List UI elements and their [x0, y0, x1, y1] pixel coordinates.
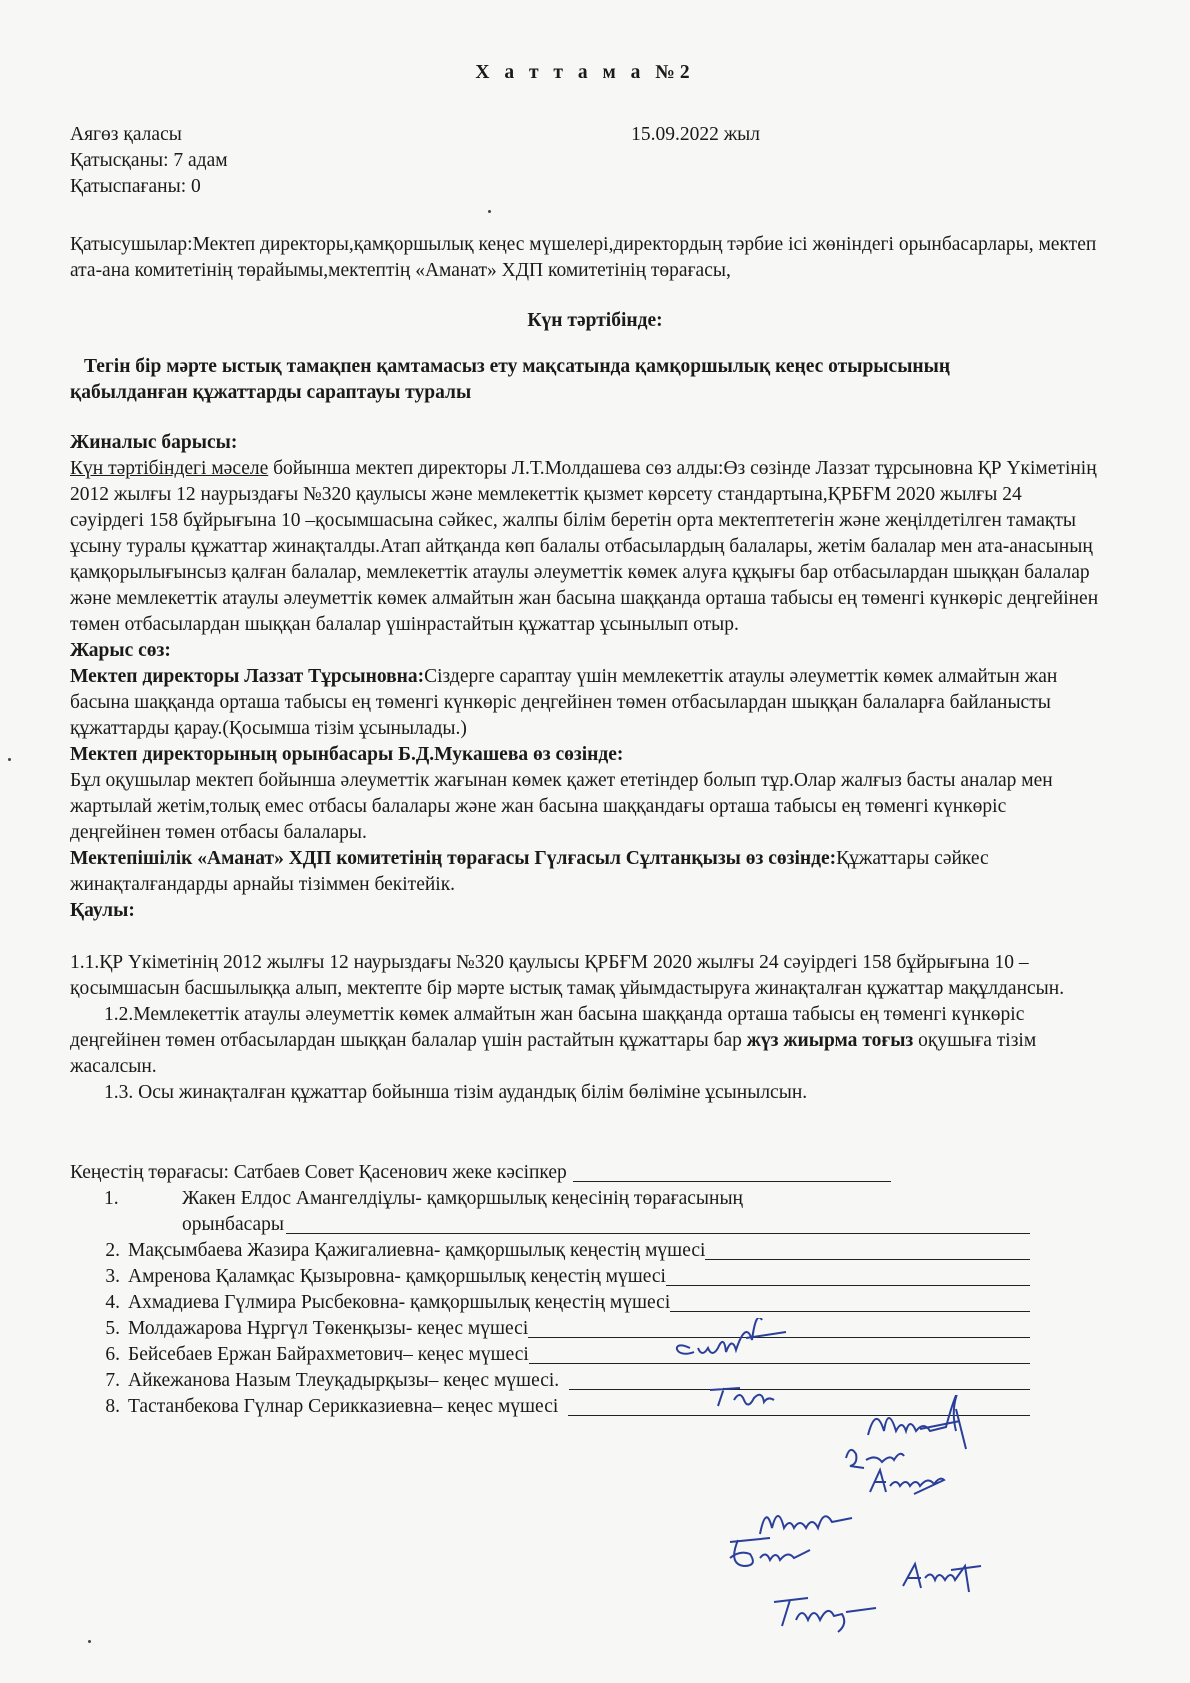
speck	[8, 758, 11, 761]
agenda-heading: Күн тәртібінде:	[527, 310, 663, 331]
chair-label: Кеңестің төрағасы: Сатбаев Совет Қасенович жеке кәсіпкер	[70, 1162, 567, 1183]
member-4	[70, 1290, 1030, 1316]
agenda-text: Тегін бір мәрте ыстық тамақпен қамтамасыз ету мақсатында қамқоршылық кеңес отырысының қабылданған құжаттарды сараптауы туралы	[70, 356, 951, 403]
chair-signature-scribble	[660, 1318, 800, 1366]
member-3	[70, 1264, 1030, 1290]
signature-line	[705, 1239, 1030, 1260]
member-2-name: Мақсымбаева Жазира Қажигалиевна- қамқоршылық кеңестің мүшесі	[128, 1240, 706, 1261]
speaker-1-name: Мектеп директоры Лаззат Тұрсыновна:	[70, 666, 425, 687]
resolution-item-2-b: оқушыға тізім жасалсын.	[70, 1030, 1037, 1077]
member-1-number: 1.	[104, 1188, 119, 1209]
member-4-name: Ахмадиева Гүлмира Рысбековна- қамқоршылық кеңестің мүшесі	[128, 1292, 671, 1313]
member-7-name: Айкежанова Назым Тлеуқадырқызы– кеңес мүшесі.	[128, 1370, 560, 1391]
present-count: Қатысқаны: 7 адам	[70, 150, 228, 171]
date-label: 15.09.2022 жыл	[631, 124, 760, 145]
member-6-number: 6.	[105, 1344, 120, 1365]
signature-line	[670, 1291, 1030, 1312]
member-5	[70, 1316, 1030, 1342]
speaker-3-name: Мектепішілік «Аманат» ХДП комитетінің төрағасы Гүлғасыл Сұлтанқызы өз сөзінде:	[70, 848, 837, 869]
member-1	[70, 1186, 1030, 1238]
proceedings-paragraph	[70, 456, 1100, 638]
speaker-1-text: Сіздерге сараптау үшін мемлекеттік атаулы әлеуметтік көмек алмайтын жан басына шаққанда орташа табысы ең төменгі күнкөріс деңгейінен төмен отбасылардан шыққан балаларға байланысты құжаттарды қарау.(Қосымша тізім ұсынылады.)	[70, 666, 1058, 739]
resolution-item-1: 1.1.ҚР Үкіметінің 2012 жылғы 12 наурыздағы №320 қаулысы ҚРБҒМ 2020 жылғы 24 сәуірдегі 158 бұйрығына 10 –қосымшасын басшылыққа алып, мектепте бір мәрте ыстық тамақ ұйымдастыруға жинақталған құжаттар мақұлдансын.	[70, 952, 1065, 999]
signature-line	[286, 1213, 1030, 1234]
member-1-name: Жакен Елдос Амангелдіұлы- қамқоршылық кеңесінің төрағасының	[182, 1188, 743, 1209]
speck	[488, 210, 491, 213]
member-8-signature-scribble	[760, 1590, 880, 1634]
resolution-item-2-a: 1.2.Мемлекеттік атаулы әлеуметтік көмек алмайтын жан басына шаққанда орташа табысы ең төменгі күнкөріс деңгейінен төмен отбасылардан шыққан балалар үшін растайтын құжаттары бар	[70, 1004, 1025, 1051]
member-2	[70, 1238, 1030, 1264]
speck	[88, 1640, 91, 1643]
member-8-name: Тастанбекова Гүлнар Серикказиевна– кеңес мүшесі	[128, 1396, 559, 1417]
speaker-1	[70, 664, 1100, 742]
member-7-number: 7.	[105, 1370, 120, 1391]
member-4-signature-scribble	[860, 1462, 970, 1500]
resolution-item-2-bold: жүз жиырма тоғыз	[746, 1030, 914, 1051]
member-7	[70, 1368, 1030, 1394]
member-5-number: 5.	[105, 1318, 120, 1339]
member-3-number: 3.	[105, 1266, 120, 1287]
member-3-name: Амренова Қаламқас Қызыровна- қамқоршылық кеңестің мүшесі	[128, 1266, 666, 1287]
member-6	[70, 1342, 1030, 1368]
signature-line	[666, 1265, 1030, 1286]
member-7-signature-scribble	[895, 1556, 995, 1594]
speaker-3-text: Құжаттары сәйкес жинақталғандарды арнайы тізіммен бекітейік.	[70, 848, 989, 895]
resolution-item-3: 1.3. Осы жинақталған құжаттар бойынша тізім аудандық білім бөліміне ұсынылсын.	[104, 1082, 808, 1103]
debate-heading: Жарыс сөз:	[70, 640, 171, 661]
member-1-signature-scribble	[700, 1380, 800, 1410]
chair-signature-row	[70, 1160, 1030, 1186]
member-5-name: Молдажарова Нұргүл Төкенқызы- кеңес мүшесі	[128, 1318, 529, 1339]
speaker-3	[70, 846, 1100, 898]
document-title: Х а т т а м а №2	[475, 62, 695, 83]
member-8-number: 8.	[105, 1396, 120, 1417]
header-row	[70, 122, 1100, 148]
member-1-name-2: орынбасары	[182, 1214, 285, 1235]
speaker-2-name: Мектеп директорының орынбасары Б.Д.Мукашева өз сөзінде:	[70, 744, 624, 765]
city-label: Аягөз қаласы	[70, 124, 182, 145]
resolution-item-2	[70, 1002, 1100, 1080]
proceedings-heading: Жиналыс барысы:	[70, 432, 238, 453]
speaker-2-text: Бұл оқушылар мектеп бойынша әлеуметтік жағынан көмек қажет ететіндер болып тұр.Олар жалғыз басты аналар мен жартылай жетім,толық емес отбасы балалары және жан басына шаққандағы орташа табысы ең төменгі күнкөріс деңгейінен төмен отбасы балалары.	[70, 770, 1053, 843]
proceedings-lead: Күн тәртібіндегі мәселе	[70, 458, 269, 479]
proceedings-text: бойынша мектеп директоры Л.Т.Молдашева сөз алды:Өз сөзінде Лаззат тұрсыновна ҚР Үкіметінің 2012 жылғы 12 наурыздағы №320 қаулысы және мемлекеттік қызмет көрсету стандартына,ҚРБҒМ 2020 жылғы 24 сәуірдегі 158 бұйрығына 10 –қосымшасына сәйкес, жалпы білім беретін орта мектептетегін және жеңілдетілген тамақты ұсыну туралы құжаттар жинақталды.Атап айтқанда көп балалы отбасылардың балалары, жетім балалар мен ата-анасының қамқорылығынсыз қалған балалар, мемлекеттік атаулы әлеуметтік көмек алуға құқығы бар отбасылардан шыққан балалар және мемлекеттік атаулы әлеуметтік көмек алмайтын жан басына шаққанда орташа табысы ең төменгі күнкөріс деңгейінен төмен отбасылардан шыққан балалар үшінрастайтын құжаттар ұсынылып отыр.	[70, 458, 1099, 635]
resolution-heading: Қаулы:	[70, 900, 135, 921]
absent-count: Қатыспағаны: 0	[70, 176, 201, 197]
signature-line	[573, 1161, 891, 1182]
member-4-number: 4.	[105, 1292, 120, 1313]
member-6-name: Бейсебаев Ержан Байрахметович– кеңес мүшесі	[128, 1344, 529, 1365]
member-2-number: 2.	[105, 1240, 120, 1261]
participants-text: Қатысушылар:Мектеп директоры,қамқоршылық кеңес мүшелері,директордың тәрбие ісі жөніндегі орынбасарлары, мектеп ата-ана комитетінің төрайымы,мектептің «Аманат» ХДП комитетінің төрағасы,	[70, 234, 1097, 281]
member-6-signature-scribble	[720, 1532, 830, 1572]
